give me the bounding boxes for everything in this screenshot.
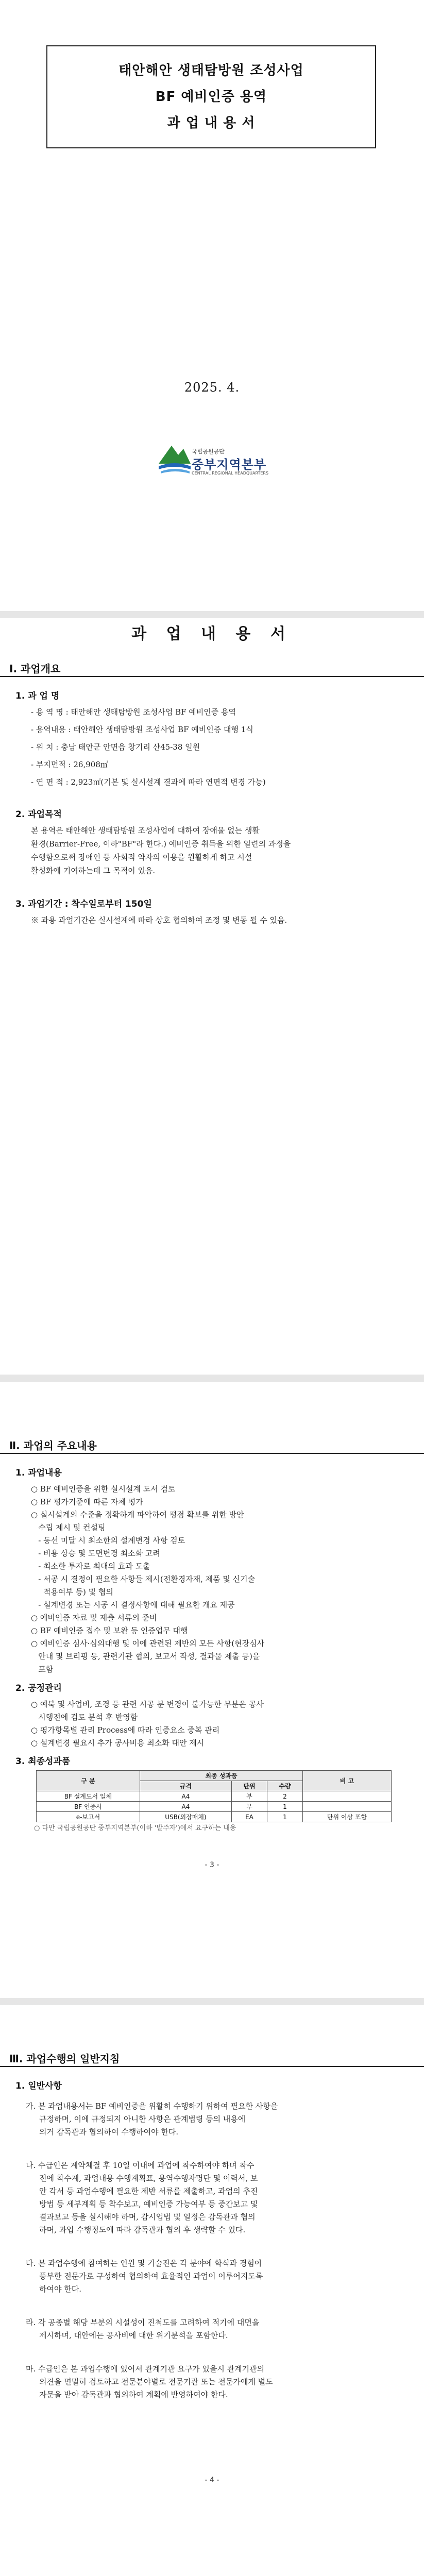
cover-date: 2025. 4. bbox=[184, 380, 240, 395]
s1-sub-name: 1. 과 업 명 bbox=[15, 691, 60, 701]
page-number: - 4 - bbox=[205, 2476, 219, 2484]
text-line: 안내 및 브리핑 등, 관련기관 협의, 보고서 작성, 결과물 제출 등)을 bbox=[31, 1652, 260, 1661]
table-cell: BF 설계도서 일체 bbox=[37, 1791, 140, 1802]
paragraph-line: 안 각서 등 과업수행에 필요한 제반 서류를 제출하고, 과업의 추진 bbox=[39, 2187, 258, 2196]
table-cell: 1 bbox=[267, 1802, 302, 1812]
paragraph-line: 방법 등 세부계획 등 착수보고, 예비인증 가능여부 등 중간보고 및 bbox=[39, 2199, 258, 2209]
table-cell: e-보고서 bbox=[37, 1812, 140, 1822]
section-2-heading: Ⅱ. 과업의 주요내용 bbox=[9, 1439, 97, 1452]
table-header-unit: 단위 bbox=[231, 1781, 267, 1791]
paragraph-line: 가. 본 과업내용서는 BF 예비인증을 위활히 수행하기 위하여 필요한 사항을 bbox=[26, 2102, 278, 2111]
text-line: - 비용 상승 및 도면변경 최소화 고려 bbox=[31, 1549, 160, 1558]
s2-note: ○ 다만 국립공원공단 중부지역본부(이하 '발주자')에서 요구하는 내용 bbox=[34, 1824, 236, 1832]
paragraph-line: 라. 각 공종별 해당 부분의 시설성이 진척도를 고려하여 적기에 대면을 bbox=[26, 2318, 260, 2327]
table-header-category: 구 분 bbox=[37, 1771, 140, 1791]
table-header-qty: 수량 bbox=[267, 1781, 302, 1791]
s1-sub-purpose: 2. 과업목적 bbox=[15, 809, 62, 820]
s1-purpose-line4: 활성화에 기여하는데 그 목적이 있음. bbox=[31, 866, 156, 875]
text-line: ○ 예비인증 자료 및 제출 서류의 준비 bbox=[31, 1613, 157, 1622]
s1-sub-period: 3. 과업기간 : 착수일로부터 150일 bbox=[15, 899, 152, 909]
paragraph-line: 전에 착수계, 과업내용 수행계획표, 용역수행자명단 및 이력서, 보 bbox=[39, 2174, 258, 2183]
table-cell: BF 인증서 bbox=[37, 1802, 140, 1812]
table-row bbox=[37, 1802, 392, 1812]
text-line: ○ BF 예비인증 접수 및 보완 등 인증업무 대행 bbox=[31, 1626, 188, 1635]
paragraph-line: 의견을 면밀히 검토하고 전문분야별로 전문기관 또는 전문가에게 별도 bbox=[39, 2377, 273, 2386]
paragraph-line: 의거 감독관과 협의하여 수행하여야 한다. bbox=[39, 2127, 179, 2137]
text-line: ○ 실시설계의 수준을 정확하게 파악하여 평점 확보를 위한 방안 bbox=[31, 1510, 244, 1519]
s1-location: - 위 치 : 충남 태안군 안면읍 창기리 산45-38 일원 bbox=[31, 742, 200, 752]
table-cell bbox=[302, 1791, 391, 1802]
paragraph-line: 제시하며, 대안에는 공사비에 대한 위기분석을 포함한다. bbox=[39, 2331, 228, 2340]
page-separator bbox=[0, 1375, 424, 1382]
s1-site-area: - 부지면적 : 26,908㎡ bbox=[31, 760, 108, 769]
s1-period-note: ※ 과용 과업기간은 실시설계에 따라 상호 협의하여 조정 및 변동 될 수 있음. bbox=[31, 916, 287, 925]
table-cell: EA bbox=[231, 1812, 267, 1822]
cover-title-line1: 태안해안 생태탐방원 조성사업 bbox=[118, 63, 304, 78]
section-1-rule bbox=[0, 676, 424, 677]
table-cell: 2 bbox=[267, 1791, 302, 1802]
text-line: - 동선 미달 시 최소한의 설계변경 사항 검토 bbox=[31, 1536, 185, 1545]
text-line: ○ BF 평가기준에 따른 자체 평가 bbox=[31, 1497, 143, 1506]
paragraph-line: 하며, 과업 수행정도에 따라 감독관과 협의 후 생략할 수 있다. bbox=[39, 2225, 246, 2234]
page-separator bbox=[0, 611, 424, 618]
deliverables-table bbox=[36, 1770, 392, 1822]
paragraph-line: 나. 수급인은 계약체결 후 10일 이내에 과업에 착수하여야 하며 착수 bbox=[26, 2161, 255, 2170]
text-line: ○ 설계변경 필요시 추가 공사비용 최소화 대안 제시 bbox=[31, 1738, 205, 1748]
s2-sub-process: 2. 공정관리 bbox=[15, 1683, 62, 1693]
text-line: - 서공 시 결정이 필요한 사항들 제시(전환경자재, 제품 및 신기술 bbox=[31, 1574, 256, 1584]
cover-title-line3: 과 업 내 용 서 bbox=[167, 115, 256, 131]
logo-org-name: 중부지역본부 bbox=[192, 457, 267, 472]
page-separator bbox=[0, 1998, 424, 2005]
paragraph-line: 마. 수급인은 본 과업수행에 있어서 관계기관 요구가 있을시 관계기관의 bbox=[26, 2364, 265, 2374]
section-3-rule bbox=[0, 2066, 424, 2067]
s1-floor-area: - 연 면 적 : 2,923㎡(기본 및 실시설계 결과에 따라 연면적 변경 가능) bbox=[31, 777, 266, 787]
text-line: - 설계변경 또는 시공 시 결정사항에 대해 필요한 개요 제공 bbox=[31, 1600, 235, 1609]
paragraph-line: 결과보고 등을 실시해야 하며, 감시업법 및 일정은 감독관과 협의 bbox=[39, 2212, 256, 2222]
table-header-remarks: 비 고 bbox=[302, 1771, 391, 1791]
table-cell: 부 bbox=[231, 1791, 267, 1802]
section-2-rule bbox=[0, 1453, 424, 1454]
logo-org-eng: CENTRAL REGIONAL HEADQUARTERS bbox=[192, 471, 269, 476]
logo-org-small: 국립공원공단 bbox=[192, 448, 225, 455]
cover-page bbox=[0, 0, 424, 618]
paragraph-line: 하여야 한다. bbox=[39, 2284, 81, 2294]
table-header-spec: 규격 bbox=[140, 1781, 231, 1791]
paragraph-line: 자문을 받아 감독관과 협의하여 계획에 반영하여야 한다. bbox=[39, 2390, 228, 2399]
table-header-deliverable: 최종 성과품 bbox=[140, 1771, 302, 1781]
text-line: - 최소한 투자로 최대의 효과 도출 bbox=[31, 1562, 150, 1571]
paragraph-line: 규정하며, 이에 규정되지 아니한 사항은 관계법령 등의 내용에 bbox=[39, 2114, 246, 2124]
s1-project-name: - 용 역 명 : 태안해안 생태탐방원 조성사업 BF 예비인증 용역 bbox=[31, 707, 236, 717]
paragraph-line: 다. 본 과업수행에 참여하는 인원 및 기술진은 각 분야에 학식과 경험이 bbox=[26, 2259, 262, 2268]
s2-sub-deliverables: 3. 최종성과품 bbox=[15, 1756, 71, 1767]
s3-sub-general: 1. 일반사항 bbox=[15, 2081, 62, 2091]
text-line: 시행전에 검토 분석 후 반영함 bbox=[31, 1713, 138, 1722]
section-1-heading: Ⅰ. 과업개요 bbox=[9, 663, 61, 675]
section-3-heading: Ⅲ. 과업수행의 일반지침 bbox=[9, 2053, 120, 2065]
text-line: 적용여부 등) 및 협의 bbox=[31, 1587, 113, 1597]
table-row bbox=[37, 1812, 392, 1822]
s1-purpose-line2: 환경(Barrier-Free, 이하"BF"라 한다.) 예비인증 취득을 위한 일련의 과정을 bbox=[31, 839, 291, 849]
table-cell: A4 bbox=[140, 1802, 231, 1812]
document-title: 과 업 내 용 서 bbox=[131, 625, 293, 643]
text-line: ○ 평가항목별 관리 Process에 따라 인증요소 중복 관리 bbox=[31, 1725, 220, 1735]
table-cell: 부 bbox=[231, 1802, 267, 1812]
paragraph-line: 풍부한 전문가로 구성하여 협의하여 효율적인 과업이 이루어지도록 bbox=[39, 2272, 263, 2281]
table-cell bbox=[302, 1802, 391, 1812]
page-number: - 3 - bbox=[205, 1861, 219, 1869]
text-line: ○ 예비인증 심사·심의대행 및 이에 관련된 제반의 모든 사항(현장심사 bbox=[31, 1639, 265, 1648]
table-cell: 1 bbox=[267, 1812, 302, 1822]
s1-purpose-line3: 수행함으로써 장애인 등 사회적 약자의 이용을 원활하게 하고 시설 bbox=[31, 853, 252, 862]
cover-title-line2: BF 예비인증 용역 bbox=[155, 89, 267, 105]
text-line: ○ 예북 및 사업비, 조경 등 관련 시공 분 변경이 불가능한 부분은 공사 bbox=[31, 1700, 264, 1709]
table-cell: A4 bbox=[140, 1791, 231, 1802]
text-line: 수립 제시 및 컨설팅 bbox=[31, 1523, 106, 1532]
table-cell: USB(외장매체) bbox=[140, 1812, 231, 1822]
s2-sub-content: 1. 과업내용 bbox=[15, 1468, 62, 1478]
text-line: 포함 bbox=[31, 1665, 54, 1674]
text-line: ○ BF 예비인증을 위한 실시설계 도서 검토 bbox=[31, 1484, 176, 1494]
s1-project-content: - 용역내용 : 태안해안 생태탐방원 조성사업 BF 예비인증 대행 1식 bbox=[31, 725, 253, 734]
cover-title-box bbox=[46, 45, 376, 148]
s1-purpose-line1: 본 용역은 태안해안 생태탐방원 조성사업에 대하여 장애물 없는 생활 bbox=[31, 826, 260, 835]
table-row bbox=[37, 1791, 392, 1802]
table-cell: 단위 이상 포함 bbox=[302, 1812, 391, 1822]
